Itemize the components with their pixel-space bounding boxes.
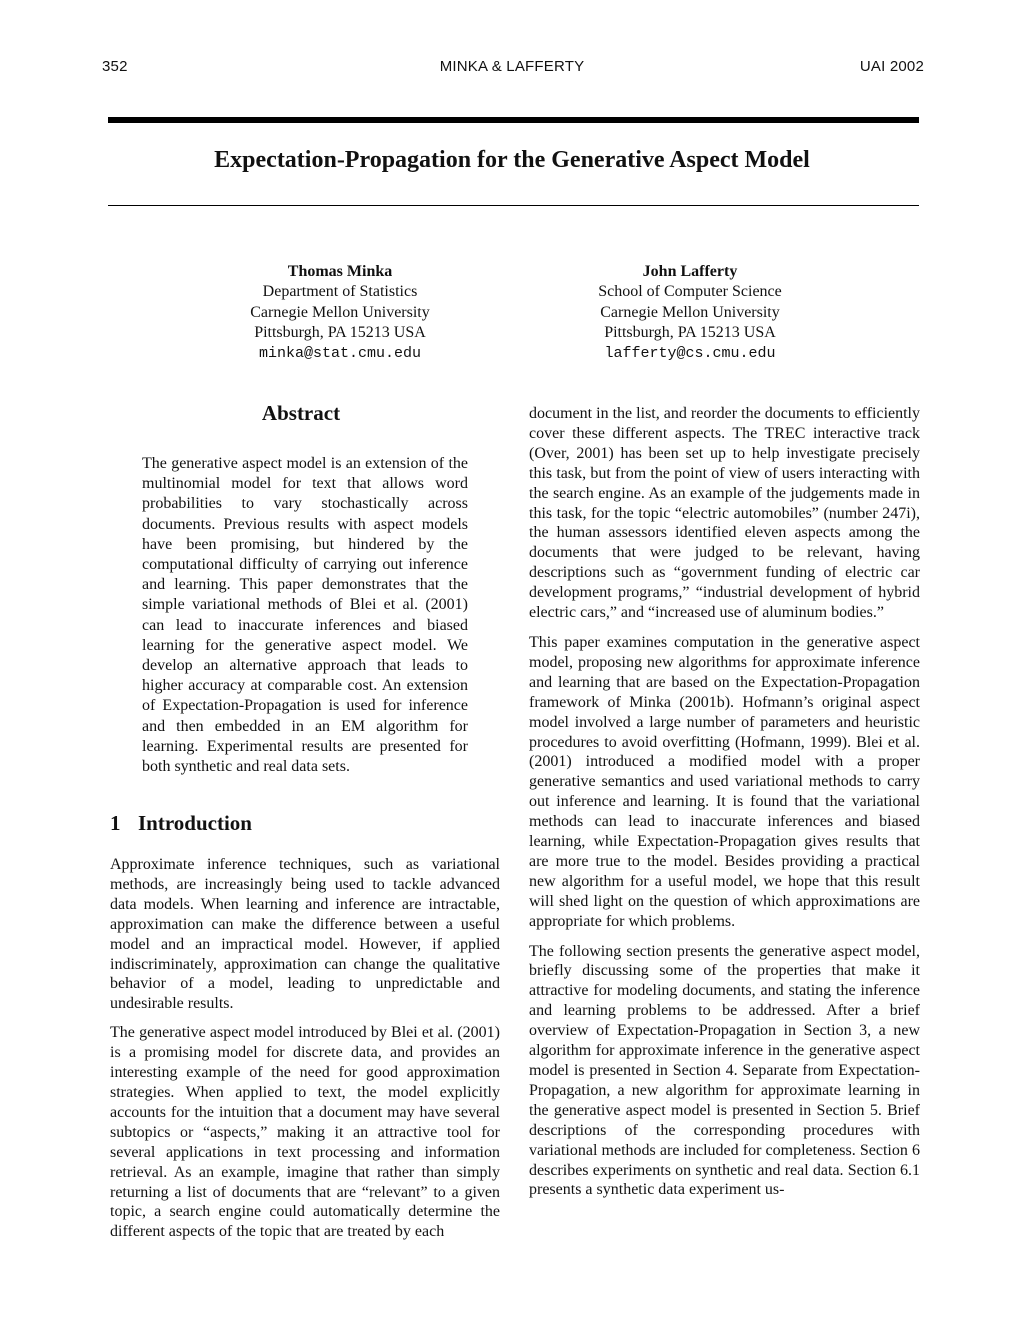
author-name: Thomas Minka xyxy=(287,263,393,280)
title-rule-top xyxy=(108,117,919,123)
right-column-body xyxy=(529,404,920,1209)
author-block-minka xyxy=(190,262,490,364)
section-heading-introduction xyxy=(110,811,252,836)
author-univ: Carnegie Mellon University xyxy=(250,303,430,321)
section-number: 1 xyxy=(110,811,121,835)
author-email: minka@stat.cmu.edu xyxy=(258,344,422,362)
author-dept: Department of Statistics xyxy=(262,283,418,301)
body-paragraph: The following section presents the generative aspect model, briefly discussing some of the properties that make it attractive for modeling documents, and stating the inference and learning problems to be addressed. After a brief overview of Expectation-Propagation in Section 3, a new algorithm for approximate inference in the generative aspect model is presented in Section 4. Separate from Expectation-Propagation, a new algorithm for approximate learning in the generative aspect model is presented in Section 5. Brief descriptions of the corresponding procedures with variational methods are included for completeness. Section 6 describes experiments on synthetic and real data. Section 6.1 presents a synthetic data experiment us- xyxy=(529,942,920,1199)
author-univ: Carnegie Mellon University xyxy=(600,303,780,321)
body-paragraph: This paper examines computation in the generative aspect model, proposing new algorithms for approximate inference and learning that are based on the Expectation-Propagation framework of Minka (2001b). Hofmann’s original aspect model involved a large number of parameters and heuristic procedures to avoid overfitting (Hofmann, 1999). Blei et al. (2001) introduced a modified model with a proper generative semantics and used variational methods to carry out inference and learning. It is found that the variational methods can lead to inaccurate inferences and biased learning, while Expectation-Propagation gives results that are more true to the model. Besides providing a practical new algorithm for a useful model, we hope that this result will shed light on the question of which approximations are appropriate for which problems. xyxy=(529,633,920,930)
author-name: John Lafferty xyxy=(642,263,738,280)
body-paragraph: The generative aspect model introduced by Blei et al. (2001) is a promising model for discrete data, and provides an interesting example of the need for good approximation strategies. When applied to text, the model explicitly accounts for the intuition that a document may have several subtopics or “aspects,” making it an attractive tool for several applications in text processing and information retrieval. As an example, imagine that rather than simply returning a list of documents that are “relevant” to a given topic, a search engine could automatically determine the different aspects of the topic that are treated by each xyxy=(110,1024,500,1241)
author-email: lafferty@cs.cmu.edu xyxy=(604,344,776,362)
author-city: Pittsburgh, PA 15213 USA xyxy=(254,324,426,342)
running-title: MINKA & LAFFERTY xyxy=(439,58,585,75)
author-city: Pittsburgh, PA 15213 USA xyxy=(604,324,776,342)
title-rule-bottom xyxy=(108,205,919,206)
abstract-heading: Abstract xyxy=(261,401,341,425)
author-block-lafferty xyxy=(540,262,840,364)
page-number: 352 xyxy=(102,58,128,75)
section-title: Introduction xyxy=(138,811,252,835)
left-column-body xyxy=(110,855,500,1251)
venue-label: UAI 2002 xyxy=(859,58,924,75)
body-paragraph: document in the list, and reorder the documents to efficiently cover these different aspects. The TREC interactive track (Over, 2001) has been set up to help investigate precisely this task, but from the point of view of users interacting with the search engine. As an example of the judgements made in this task, for the topic “electric automobiles” (number 247i), the human assessors identified eleven aspects among the documents that were judged to be relevant, having descriptions such as “government funding of electric car development programs,” “industrial development of hybrid electric cars,” and “increased use of aluminum bodies.” xyxy=(529,405,920,622)
body-paragraph: Approximate inference techniques, such as variational methods, are increasingly being used to tackle advanced data models. When learning and inference are intractable, approximation can make the difference between a useful model and an impractical model. However, if applied indiscriminately, approximation can change the qualitative behavior of a model, leading to unpredictable and undesirable results. xyxy=(110,856,500,1013)
abstract-text: The generative aspect model is an extension of the multinomial model for text that allows word probabilities to vary stochastically across documents. Previous results with aspect models have been promising, but hindered by the computational difficulty of carrying out inference and learning. This paper demonstrates that the simple variational methods of Blei et al. (2001) can lead to inaccurate inferences and biased learning for the generative aspect model. We develop an alternative approach that leads to higher accuracy at comparable cost. An extension of Expectation-Propagation is used for inference and then embedded in an EM algorithm for learning. Experimental results are presented for both synthetic and real data sets. xyxy=(142,455,468,776)
author-dept: School of Computer Science xyxy=(598,283,782,301)
paper-title: Expectation-Propagation for the Generative Aspect Model xyxy=(214,147,810,173)
